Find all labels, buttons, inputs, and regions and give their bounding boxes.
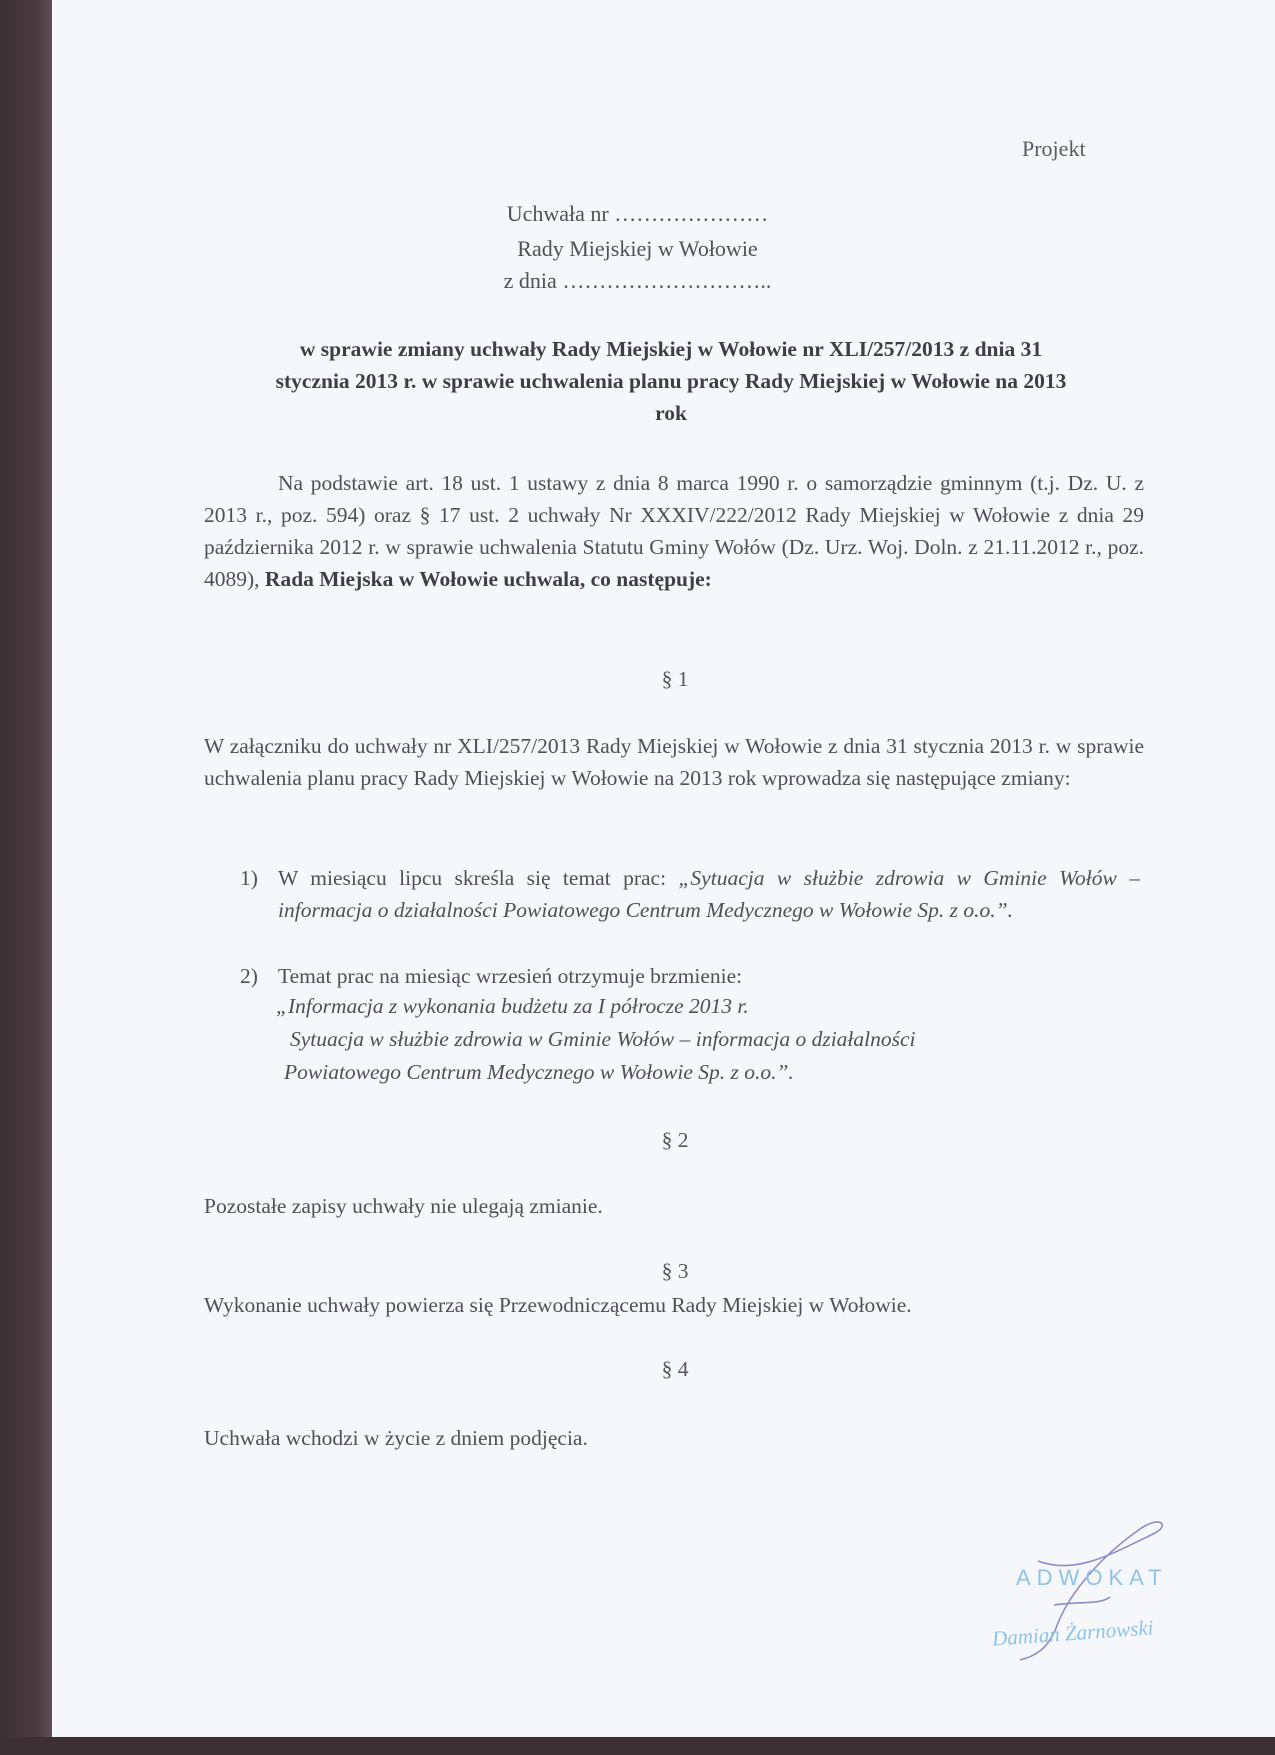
title-line-1: w sprawie zmiany uchwały Rady Miejskiej w Wołowie nr XLI/257/2013 z dnia 31 bbox=[299, 337, 1043, 361]
council-name-line: Rady Miejskiej w Wołowie bbox=[517, 236, 758, 261]
section-4-heading: § 4 bbox=[661, 1357, 689, 1381]
new-topic-line-1: „Informacja z wykonania budżetu za I półrocze 2013 r. bbox=[276, 994, 749, 1018]
project-label: Projekt bbox=[1022, 136, 1086, 161]
legal-basis-paragraph bbox=[204, 467, 1144, 595]
list-item-body: Temat prac na miesiąc wrzesień otrzymuje brzmienie: bbox=[278, 964, 743, 988]
list-item-text: W miesiącu lipcu skreśla się temat prac: bbox=[278, 866, 667, 890]
section-1-text: W załączniku do uchwały nr XLI/257/2013 Rady Miejskiej w Wołowie z dnia 31 stycznia 2013 r. w sprawie uchwalenia planu pracy Rady Miejskiej w Wołowie na 2013 rok wprowadza się następujące zmiany: bbox=[204, 734, 1144, 790]
section-2-heading: § 2 bbox=[661, 1128, 689, 1152]
resolution-date-line: z dnia ……………………….. bbox=[503, 268, 772, 293]
section-1-heading: § 1 bbox=[661, 667, 689, 691]
title-line-2: stycznia 2013 r. w sprawie uchwalenia planu pracy Rady Miejskiej w Wołowie na 2013 bbox=[275, 369, 1067, 393]
enacting-clause: Rada Miejska w Wołowie uchwala, co następuje: bbox=[264, 567, 712, 591]
list-item-number: 2) bbox=[240, 964, 258, 988]
scan-bottom-edge bbox=[0, 1737, 1275, 1755]
resolution-number-line: Uchwała nr ………………… bbox=[506, 201, 769, 226]
removed-topic-quote: „Sytuacja w służbie zdrowia w Gminie Wołów – informacja o działalności Powiatowego Centrum Medycznego w Wołowie Sp. z o.o.”. bbox=[278, 866, 1140, 922]
section-3-text: Wykonanie uchwały powierza się Przewodniczącemu Rady Miejskiej w Wołowie. bbox=[204, 1293, 912, 1317]
section-3-heading: § 3 bbox=[661, 1259, 689, 1283]
stamp-title: ADWOKAT bbox=[1016, 1565, 1168, 1590]
new-topic-line-3: Powiatowego Centrum Medycznego w Wołowie Sp. z o.o.”. bbox=[284, 1060, 794, 1084]
stamp-name: Damian Żarnowski bbox=[991, 1615, 1155, 1651]
legal-basis-text: Na podstawie art. 18 ust. 1 ustawy z dnia 8 marca 1990 r. o samorządzie gminnym (t.j. Dz. U. z 2013 r., poz. 594) oraz § 17 ust. 2 uchwały Nr XXXIV/222/2012 Rady Miejskiej w Wołowie z dnia 29 października 2012 r. w sprawie uchwalenia Statutu Gminy Wołów (Dz. Urz. Woj. Doln. z 21.11.2012 r., poz. 4089), bbox=[204, 471, 1144, 591]
title-line-3: rok bbox=[655, 401, 687, 425]
scan-binding-edge bbox=[0, 0, 52, 1755]
list-item-body bbox=[278, 862, 1140, 926]
list-item-number: 1) bbox=[240, 866, 258, 890]
attorney-stamp bbox=[980, 1505, 1210, 1675]
section-4-text: Uchwała wchodzi w życie z dniem podjęcia. bbox=[204, 1426, 588, 1450]
new-topic-line-2: Sytuacja w służbie zdrowia w Gminie Wołów – informacja o działalności bbox=[290, 1027, 916, 1051]
resolution-title bbox=[204, 333, 1138, 429]
section-2-text: Pozostałe zapisy uchwały nie ulegają zmianie. bbox=[204, 1194, 603, 1218]
